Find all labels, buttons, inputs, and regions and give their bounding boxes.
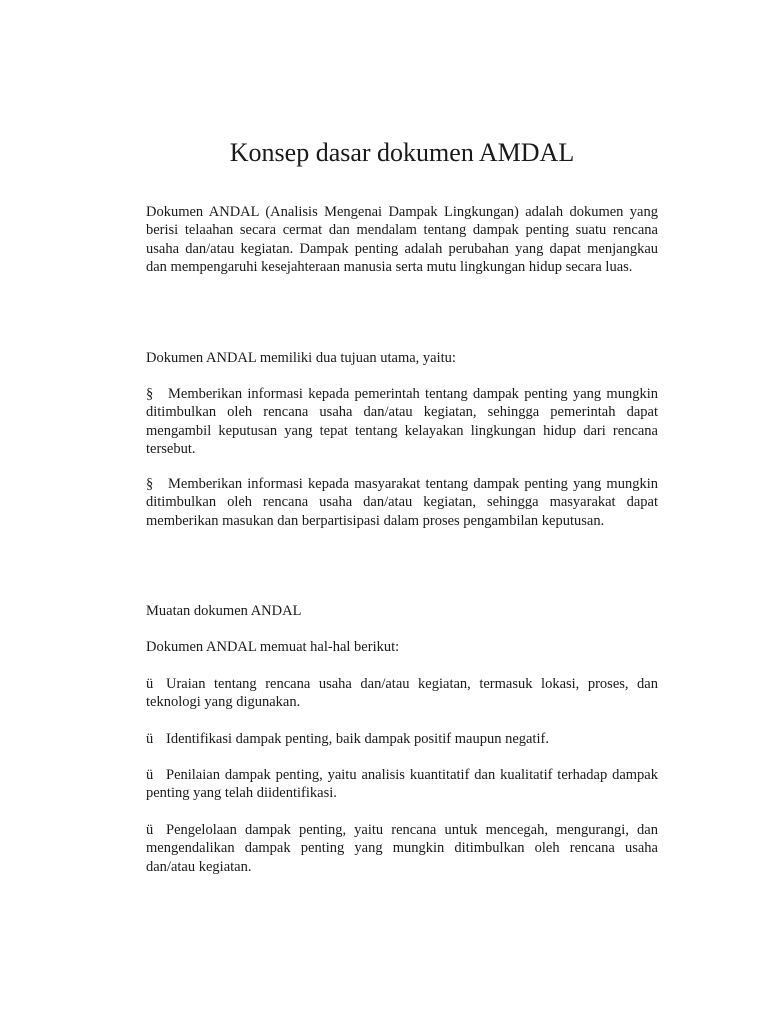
content-item-1 — [146, 675, 658, 712]
content-intro: Dokumen ANDAL memuat hal-hal berikut: — [146, 639, 400, 655]
check-bullet-icon: ü — [146, 731, 154, 747]
content-item-text: Penilaian dampak penting, yaitu analisis kuantitatif dan kualitatif terhadap dampak penting yang telah diidentifikasi. — [146, 767, 658, 802]
content-item-3 — [146, 766, 658, 803]
content-item-text: Identifikasi dampak penting, baik dampak positif maupun negatif. — [166, 731, 549, 747]
content-item-text: Uraian tentang rencana usaha dan/atau kegiatan, termasuk lokasi, proses, dan teknologi yang digunakan. — [146, 676, 658, 711]
content-item-2 — [146, 730, 658, 748]
purpose-heading: Dokumen ANDAL memiliki dua tujuan utama, yaitu: — [146, 350, 456, 366]
check-bullet-icon: ü — [146, 676, 154, 692]
purpose-item-1 — [146, 385, 658, 458]
section-bullet-icon: § — [146, 386, 154, 402]
document-title: Konsep dasar dokumen AMDAL — [229, 138, 575, 167]
purpose-item-text: Memberikan informasi kepada masyarakat tentang dampak penting yang mungkin ditimbulkan oleh rencana usaha dan/atau kegiatan, sehingga masyarakat dapat memberikan masukan dan berpartisipasi dalam proses pengambilan keputusan. — [146, 476, 658, 529]
content-item-4 — [146, 821, 658, 876]
check-bullet-icon: ü — [146, 767, 154, 783]
content-item-text: Pengelolaan dampak penting, yaitu rencana untuk mencegah, mengurangi, dan mengendalikan dampak penting yang mungkin ditimbulkan oleh rencana usaha dan/atau kegiatan. — [146, 822, 658, 875]
section-bullet-icon: § — [146, 476, 154, 492]
check-bullet-icon: ü — [146, 822, 154, 838]
purpose-item-2 — [146, 475, 658, 530]
content-heading: Muatan dokumen ANDAL — [146, 603, 302, 619]
purpose-item-text: Memberikan informasi kepada pemerintah tentang dampak penting yang mungkin ditimbulkan oleh rencana usaha dan/atau kegiatan, sehingga pemerintah dapat mengambil keputusan yang tepat tentang kelayakan lingkungan hidup dari rencana tersebut. — [146, 386, 658, 457]
intro-paragraph: Dokumen ANDAL (Analisis Mengenai Dampak Lingkungan) adalah dokumen yang berisi telaahan secara cermat dan mendalam tentang dampak penting suatu rencana usaha dan/atau kegiatan. Dampak penting adalah perubahan yang dapat menjangkau dan mempengaruhi kesejahteraan manusia serta mutu lingkungan hidup secara luas. — [146, 204, 658, 275]
